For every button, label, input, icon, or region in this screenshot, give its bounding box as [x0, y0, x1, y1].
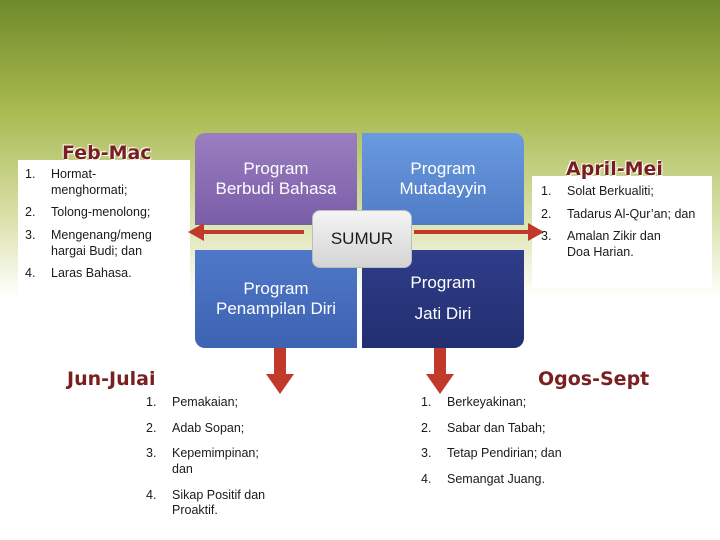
item-number: 3. [541, 229, 552, 244]
left-arrow-icon [188, 222, 306, 242]
item-text: Tadarus Al-Qur’an; dan [567, 206, 696, 221]
item-number: 1. [146, 395, 157, 409]
down-arrow-right-icon [426, 348, 454, 394]
list-item [421, 446, 581, 462]
list-penampilan-diri [146, 395, 294, 529]
list-item [541, 184, 713, 200]
item-number: 3. [146, 446, 157, 461]
list-item [146, 395, 294, 411]
list-item [25, 205, 187, 221]
item-text: Solat Berkualiti; [567, 184, 654, 198]
list-item [25, 266, 187, 282]
center-hub [312, 210, 412, 268]
list-berbudi-bahasa [25, 167, 187, 289]
item-text: Amalan Zikir dan Doa Harian. [567, 229, 661, 259]
quadrant-label: Program Penampilan Diri [216, 278, 336, 318]
item-text: Adab Sopan; [172, 420, 245, 435]
item-number: 2. [541, 206, 552, 221]
item-text: Mengenang/meng hargai Budi; dan [51, 227, 152, 258]
quadrant-label: Program Jati Diri [410, 273, 476, 323]
period-bottom-right: Ogos-Sept [538, 368, 650, 390]
item-number: 3. [421, 446, 432, 461]
item-number: 3. [25, 227, 36, 242]
item-text: Kepemimpinan; dan [172, 446, 259, 476]
item-text: Sabar dan Tabah; [447, 420, 546, 435]
item-text: Laras Bahasa. [51, 266, 132, 281]
item-number: 2. [25, 205, 36, 220]
list-item [541, 207, 713, 223]
item-text: Tolong-menolong; [51, 205, 151, 220]
item-number: 4. [421, 471, 432, 486]
item-number: 1. [25, 167, 36, 181]
list-item [146, 488, 294, 519]
item-number: 2. [146, 420, 157, 435]
item-number: 4. [25, 266, 36, 281]
down-arrow-left-icon [266, 348, 294, 394]
item-number: 1. [541, 184, 552, 198]
item-number: 1. [421, 395, 432, 409]
right-arrow-icon [414, 222, 544, 242]
list-item [146, 421, 294, 437]
list-item [421, 472, 581, 488]
item-number: 2. [421, 420, 432, 435]
quadrant-label: Program Berbudi Bahasa [215, 158, 337, 198]
item-number: 4. [146, 487, 157, 502]
list-item [541, 229, 713, 260]
item-text: Tetap Pendirian; dan [447, 446, 562, 461]
list-jati-diri [421, 395, 581, 498]
list-item [421, 421, 581, 437]
center-label: SUMUR [330, 229, 394, 248]
item-text: Hormat-menghormati; [51, 167, 128, 197]
quadrant-label: Program Mutadayyin [399, 158, 487, 198]
list-item [146, 446, 294, 477]
item-text: Semangat Juang. [447, 471, 545, 486]
item-text: Berkeyakinan; [447, 395, 527, 409]
item-text: Pemakaian; [172, 395, 239, 409]
period-top-left: Feb-Mac [62, 142, 152, 164]
list-item [25, 228, 187, 259]
period-bottom-left: Jun-Julai [67, 368, 156, 390]
item-text: Sikap Positif dan Proaktif. [172, 487, 266, 518]
list-mutadayyin [541, 184, 713, 268]
period-top-right: April-Mei [566, 158, 663, 180]
list-item [421, 395, 581, 411]
list-item [25, 167, 187, 198]
